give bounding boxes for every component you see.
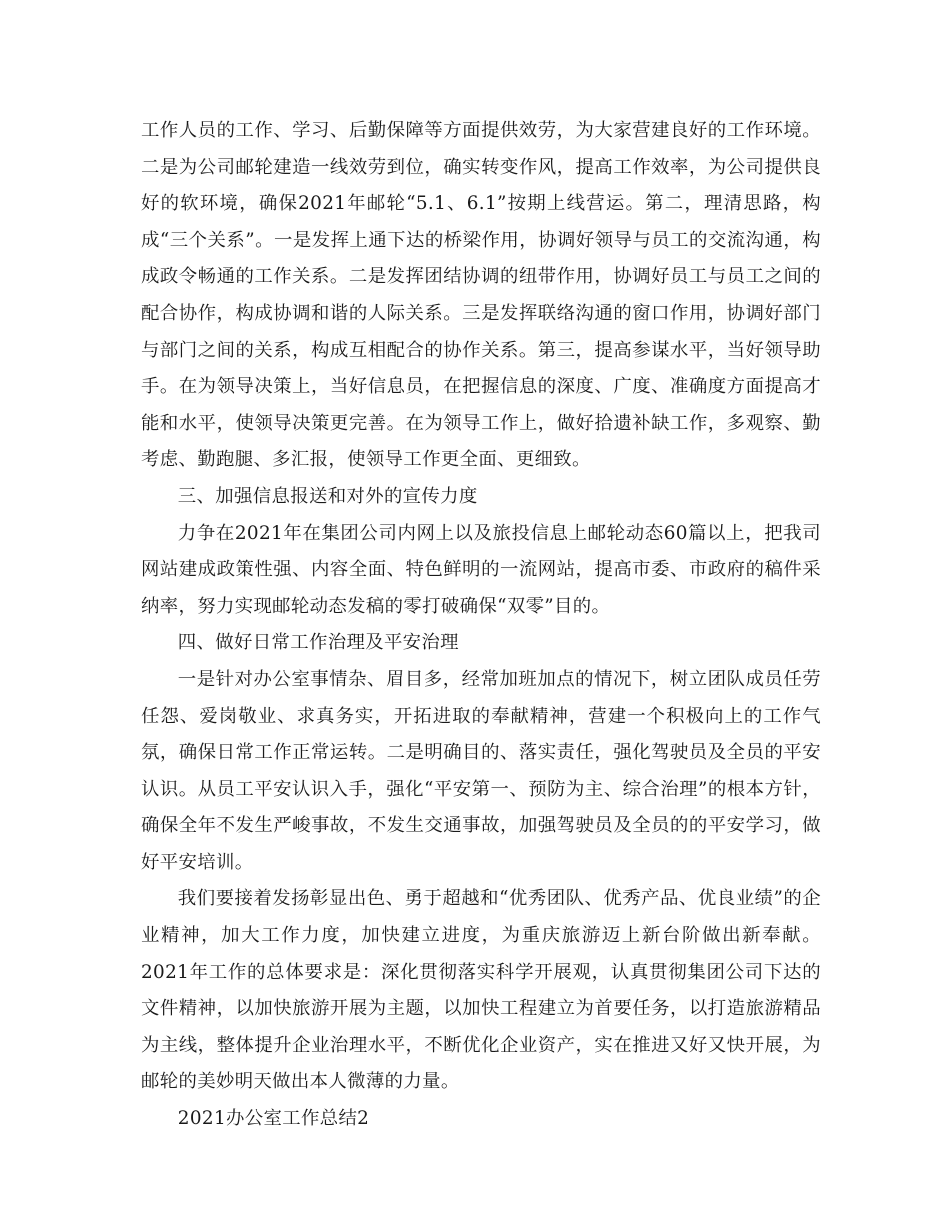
body-paragraph-publicity: 力争在2021年在集团公司内网上以及旅投信息上邮轮动态60篇以上，把我司网站建成政策性强、内容全面、特色鲜明的一流网站，提高市委、市政府的稿件采纳率，努力实现邮轮动态发稿的零打破确保“双零”目的。 (141, 522, 821, 617)
body-paragraph-safety: 一是针对办公室事情杂、眉目多，经常加班加点的情况下，树立团队成员任劳任怨、爱岗敬业、求真务实，开拓进取的奉献精神，营建一个积极向上的工作气氛，确保日常工作正常运转。二是明确目的、落实责任，强化驾驶员及全员的平安认识。从员工平安认识入手，强化“平安第一、预防为主、综合治理”的根本方针，确保全年不发生严峻事故，不发生交通事故，加强驾驶员及全员的的平安学习，做好平安培训。 (141, 668, 821, 873)
body-paragraph-conclusion: 我们要接着发扬彰显出色、勇于超越和“优秀团队、优秀产品、优良业绩”的企业精神，加大工作力度，加快建立进度，为重庆旅游迈上新台阶做出新奉献。2021年工作的总体要求是：深化贯彻落实科学开展观，认真贯彻集团公司下达的文件精神，以加快旅游开展为主题，以加快工程建立为首要任务，以打造旅游精品为主线，整体提升企业治理水平，不断优化企业资产，实在推进又好又快开展，为邮轮的美妙明天做出本人微薄的力量。 (141, 888, 821, 1093)
next-document-title: 2021办公室工作总结2 (177, 1108, 370, 1130)
section-heading-3: 三、加强信息报送和对外的宣传力度 (177, 485, 478, 507)
section-heading-4: 四、做好日常工作治理及平安治理 (177, 632, 459, 654)
document-page (141, 113, 821, 1138)
body-paragraph-continued: 工作人员的工作、学习、后勤保障等方面提供效劳，为大家营建良好的工作环境。二是为公司邮轮建造一线效劳到位，确实转变作风，提高工作效率，为公司提供良好的软环境，确保2021年邮轮“5.1、6.1”按期上线营运。第二，理清思路，构成“三个关系”。一是发挥上通下达的桥梁作用，协调好领导与员工的交流沟通，构成政令畅通的工作关系。二是发挥团结协调的纽带作用，协调好员工与员工之间的配合协作，构成协调和谐的人际关系。三是发挥联络沟通的窗口作用，协调好部门与部门之间的关系，构成互相配合的协作关系。第三，提高参谋水平，当好领导助手。在为领导决策上，当好信息员，在把握信息的深度、广度、准确度方面提高才能和水平，使领导决策更完善。在为领导工作上，做好拾遗补缺工作，多观察、勤考虑、勤跑腿、多汇报，使领导工作更全面、更细致。 (141, 120, 821, 471)
